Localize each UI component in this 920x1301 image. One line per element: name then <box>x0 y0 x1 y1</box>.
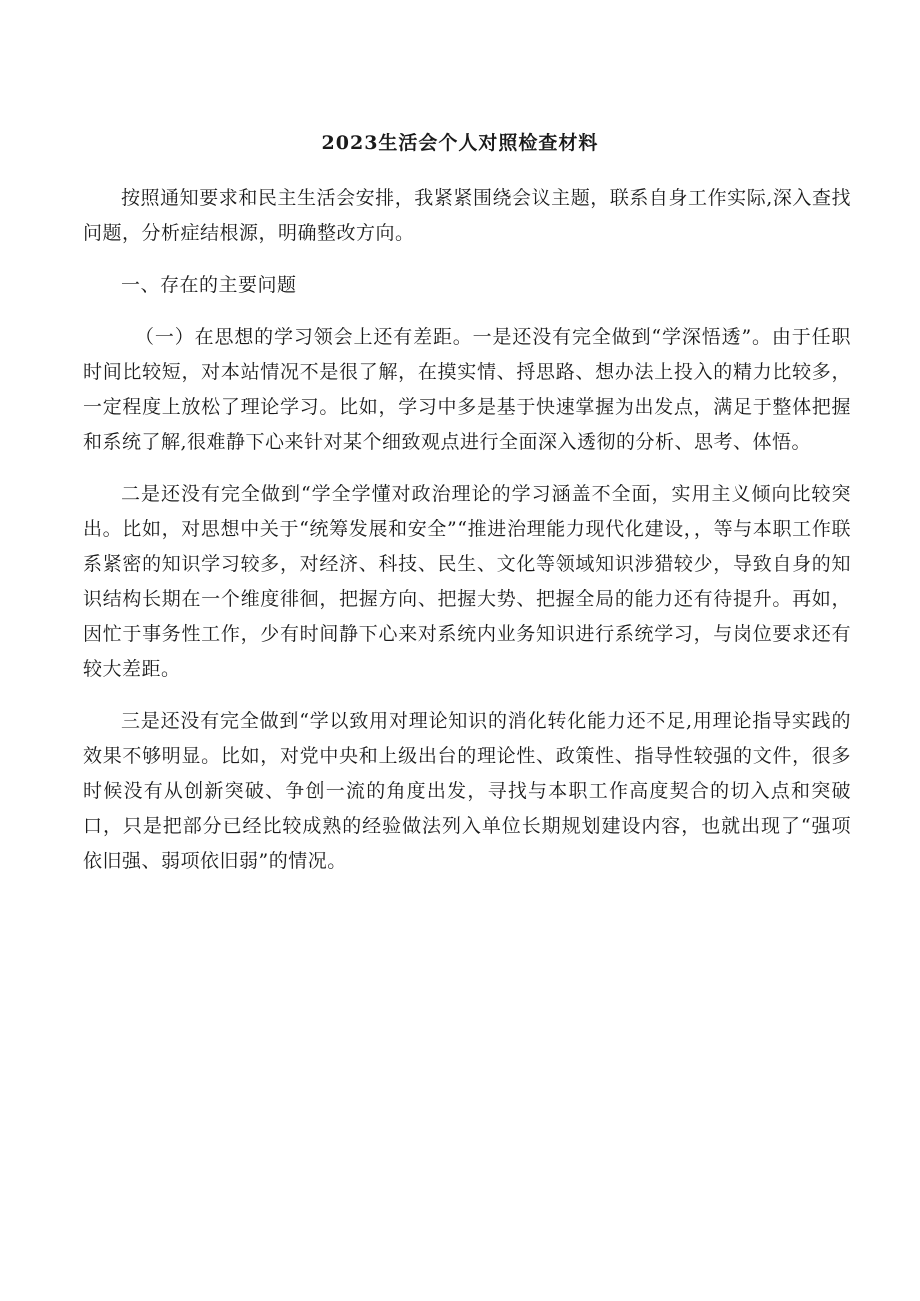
issue-paragraph-3: 三是还没有完全做到“学以致用对理论知识的消化转化能力还不足,用理论指导实践的效果不够明显。比如，对党中央和上级出台的理论性、政策性、指导性较强的文件，很多时候没有从创新突破、争创一流的角度出发，寻找与本职工作高度契合的切入点和突破口，只是把部分已经比较成熟的经验做法列入单位长期规划建设内容，也就出现了“强项依旧强、弱项依旧弱”的情况。 <box>83 710 851 872</box>
issue-paragraph-2: 二是还没有完全做到“学全学懂对政治理论的学习涵盖不全面，实用主义倾向比较突出。比如，对思想中关于“统筹发展和安全”“推进治理能力现代化建设，，等与本职工作联系紧密的知识学习较多，对经济、科技、民生、文化等领域知识涉猎较少，导致自身的知识结构长期在一个维度徘徊，把握方向、把握大势、把握全局的能力还有待提升。再如，因忙于事务性工作，少有时间静下心来对系统内业务知识进行系统学习，与岗位要求还有较大差距。 <box>83 483 851 680</box>
document-body <box>83 181 851 896</box>
section-heading: 一、存在的主要问题 <box>121 274 297 296</box>
document-title: 2023生活会个人对照检查材料 <box>321 132 599 154</box>
issue-paragraph-1: （一）在思想的学习领会上还有差距。一是还没有完全做到“学深悟透”。由于任职时间比较短，对本站情况不是很了解，在摸实情、捋思路、想办法上投入的精力比较多，一定程度上放松了理论学习。比如，学习中多是基于快速掌握为出发点，满足于整体把握和系统了解,很难静下心来针对某个细致观点进行全面深入透彻的分析、思考、体悟。 <box>83 326 851 453</box>
intro-paragraph: 按照通知要求和民主生活会安排，我紧紧围绕会议主题，联系自身工作实际,深入查找问题，分析症结根源，明确整改方向。 <box>83 187 851 244</box>
